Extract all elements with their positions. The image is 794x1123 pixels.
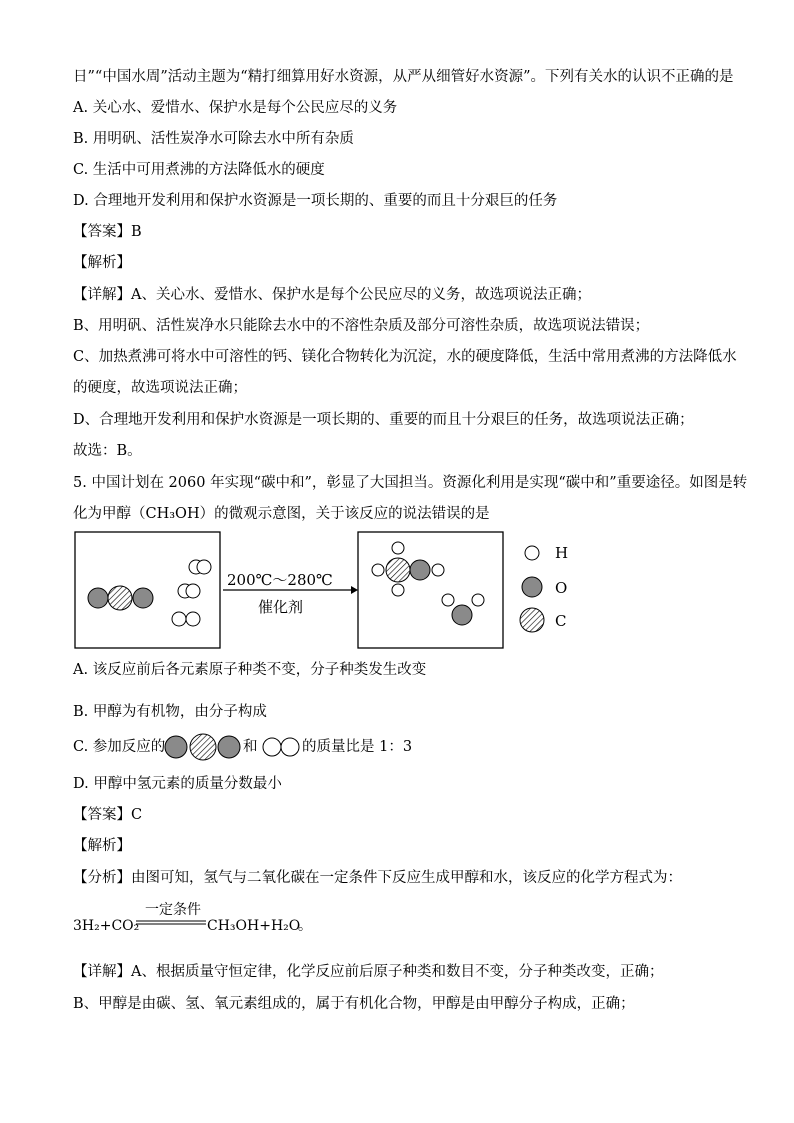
legend-o-label: O — [555, 579, 568, 597]
q5-option-c-and: 和 — [243, 739, 258, 755]
equation-end: 。 — [298, 918, 312, 934]
q5-detail-b: B、甲醇是由碳、氢、氧元素组成的，属于有机化合物，甲醇是由甲醇分子构成，正确； — [73, 996, 635, 1012]
condition-temperature: 200℃～280℃ — [227, 571, 333, 589]
q4-conclusion: 故选：B。 — [73, 443, 142, 459]
h2-molecule — [172, 612, 200, 626]
q5-fenxi: 【分析】由图可知，氢气与二氧化碳在一定条件下反应生成甲醇和水，该反应的化学方程式为： — [73, 870, 682, 886]
q5-option-a: A. 该反应前后各元素原子种类不变，分子种类发生改变 — [73, 662, 427, 678]
q5-option-d: D. 甲醇中氢元素的质量分数最小 — [73, 776, 282, 792]
condition-catalyst: 催化剂 — [258, 598, 304, 616]
q5-option-c-suffix: 的质量比是 1：3 — [302, 739, 413, 755]
chemical-equation — [73, 900, 473, 940]
h2-molecule — [178, 584, 200, 598]
q4-detail-c-cont: 的硬度，故选项说法正确； — [73, 380, 247, 396]
q4-analysis-title: 【解析】 — [73, 255, 131, 271]
q4-option-d: D. 合理地开发利用和保护水资源是一项长期的、重要的而且十分艰巨的任务 — [73, 193, 558, 209]
q4-detail-a: 【详解】A、关心水、爱惜水、保护水是每个公民应尽的义务，故选项说法正确； — [73, 287, 591, 303]
q5-option-c-prefix: C. 参加反应的 — [73, 739, 166, 755]
q4-stem: 日”“中国水周”活动主题为“精打细算用好水资源，从严从细管好水资源”。下列有关水的认识不正确的是 — [73, 69, 734, 85]
q4-detail-c: C、加热煮沸可将水中可溶性的钙、镁化合物转化为沉淀，水的硬度降低，生活中常用煮沸的方法降低水 — [73, 349, 737, 365]
q4-detail-b: B、用明矾、活性炭净水只能除去水中的不溶性杂质及部分可溶性杂质，故选项说法错误； — [73, 318, 650, 334]
water-molecule — [442, 594, 484, 625]
methanol-molecule — [372, 542, 444, 596]
legend-h-label: H — [555, 544, 569, 562]
q5-option-b: B. 甲醇为有机物，由分子构成 — [73, 704, 267, 720]
q5-answer: 【答案】C — [73, 807, 143, 823]
q4-answer: 【答案】B — [73, 224, 142, 240]
equation-condition: 一定条件 — [145, 902, 201, 918]
products-box — [358, 532, 503, 648]
equation-products: CH₃OH+H₂O — [207, 918, 301, 934]
legend — [520, 544, 568, 632]
q5-stem-line2: 化为甲醇（CH₃OH）的微观示意图，关于该反应的说法错误的是 — [73, 506, 490, 522]
h2-inline-icon — [262, 736, 302, 758]
q5-analysis-title: 【解析】 — [73, 838, 131, 854]
equation-reactants: 3H₂+CO₂ — [73, 918, 140, 934]
h2-molecule — [189, 560, 211, 574]
q4-option-b: B. 用明矾、活性炭净水可除去水中所有杂质 — [73, 131, 354, 147]
q4-option-a: A. 关心水、爱惜水、保护水是每个公民应尽的义务 — [73, 100, 398, 116]
q5-detail-a: 【详解】A、根据质量守恒定律，化学反应前后原子种类和数目不变，分子种类改变，正确； — [73, 964, 664, 980]
reaction-diagram — [73, 528, 673, 653]
q5-stem-line1: 5. 中国计划在 2060 年实现“碳中和”，彰显了大国担当。资源化利用是实现“碳中和”重要途径。如图是转 — [73, 475, 748, 491]
co2-molecule — [88, 586, 153, 610]
q4-detail-d: D、合理地开发利用和保护水资源是一项长期的、重要的而且十分艰巨的任务，故选项说法正确； — [73, 412, 694, 428]
q4-option-c: C. 生活中可用煮沸的方法降低水的硬度 — [73, 162, 325, 178]
co2-inline-icon — [163, 733, 243, 761]
legend-c-label: C — [555, 612, 567, 630]
